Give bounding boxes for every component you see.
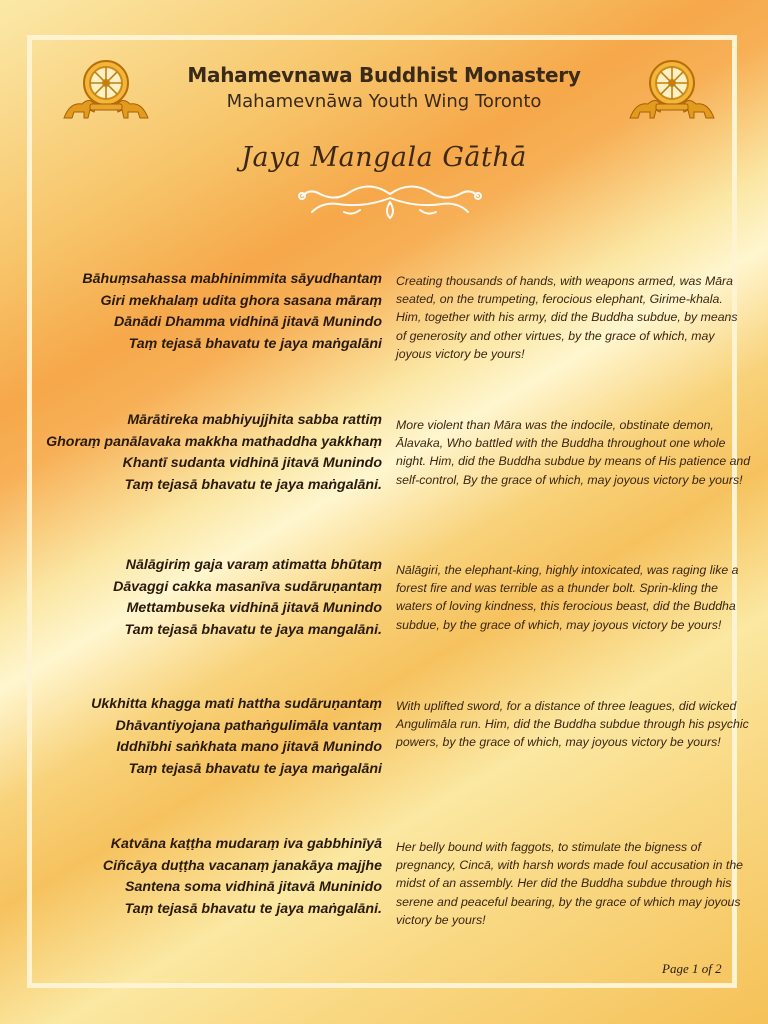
english-translation-2: More violent than Māra was the indocile, obstinate demon, Ālavaka, Who battled with the Buddha throughout one whole night. Him, did the Buddha subdue by means of His patience and self-control, By the grace of which, may joyous victory be yours! (396, 418, 751, 487)
pali-line: Taṃ tejasā bhavatu te jaya maṅgalāni. (124, 476, 382, 493)
youth-wing-subtitle: Mahamevnāwa Youth Wing Toronto (226, 91, 542, 112)
ornamental-flourish-icon (262, 176, 518, 222)
pali-stanza-5 (20, 834, 382, 920)
pali-stanza-4 (20, 694, 382, 780)
pali-line: Katvāna kaṭṭha mudaraṃ iva gabbhinīyā (110, 836, 382, 852)
pali-line: Bāhuṃsahassa mabhinimmita sāyudhantaṃ (82, 271, 382, 287)
english-translation-5: Her belly bound with faggots, to stimulate the bigness of pregnancy, Cincā, with harsh words made foul accusation in the midst of an assembly. Her did the Buddha subdue through his serene and peaceful bearing, by the grace of which may joyous victory be yours! (396, 840, 744, 927)
pali-line: Dāvaggi cakka masanīva sudāruṇantaṃ (113, 578, 382, 595)
pali-line: Tam tejasā bhavatu te jaya mangalāni. (124, 621, 382, 638)
pali-line: Taṃ tejasā bhavatu te jaya maṅgalāni (128, 335, 382, 352)
pali-line: Taṃ tejasā bhavatu te jaya maṅgalāni. (124, 900, 382, 917)
pali-stanza-3 (20, 555, 382, 641)
pali-line: Iddhībhi saṅkhata mano jitavā Munindo (116, 739, 382, 755)
gatha-title: Jaya Mangala Gāthā (241, 142, 527, 173)
pali-line: Santena soma vidhinā jitavā Muninido (125, 879, 382, 895)
monastery-title: Mahamevnawa Buddhist Monastery (187, 63, 581, 87)
pali-line: Ukkhitta khagga mati hattha sudāruṇantaṃ (91, 696, 382, 712)
pali-line: Dhāvantiyojana pathaṅgulimāla vantaṃ (115, 717, 382, 734)
page-number: Page 1 of 2 (662, 961, 722, 976)
pali-line: Nālāgiriṃ gaja varaṃ atimatta bhūtaṃ (125, 557, 382, 573)
pali-line: Taṃ tejasā bhavatu te jaya maṅgalāni (128, 760, 382, 777)
pali-line: Ghoraṃ panālavaka makkha mathaddha yakkhaṃ (46, 433, 382, 450)
pali-line: Dānādi Dhamma vidhinā jitavā Munindo (113, 314, 382, 330)
pali-stanza-2 (20, 410, 382, 496)
pali-line: Mettambuseka vidhinā jitavā Munindo (126, 600, 382, 616)
pali-line: Mārātireka mabhiyujjhita sabba rattiṃ (127, 412, 382, 428)
pali-stanza-1 (20, 269, 382, 355)
pali-line: Giri mekhalaṃ udita ghora sasana māraṃ (100, 292, 382, 309)
english-translation-4: With uplifted sword, for a distance of three leagues, did wicked Angulimāla run. Him, did the Buddha subdue through his psychic powers, by the grace of which, may joyous victory be yours! (396, 699, 749, 750)
pali-line: Ciñcāya duṭṭha vacanaṃ janakāya majjhe (102, 857, 382, 874)
english-translation-1: Creating thousands of hands, with weapons armed, was Māra seated, on the trumpeting, ferocious elephant, Girime-khala. Him, together with his army, did the Buddha subdue, by means of generosity and other virtues, by the grace of which, may joyous victory be yours! (396, 274, 738, 361)
pali-line: Khantī sudanta vidhinā jitavā Munindo (122, 455, 382, 471)
english-translation-3: Nālāgiri, the elephant-king, highly intoxicated, was raging like a forest fire and was terrible as a thunder bolt. Sprin-kling the waters of loving kindness, this ferocious beast, did the Buddha subdue, by the grace of which, may joyous victory be yours! (396, 563, 739, 632)
